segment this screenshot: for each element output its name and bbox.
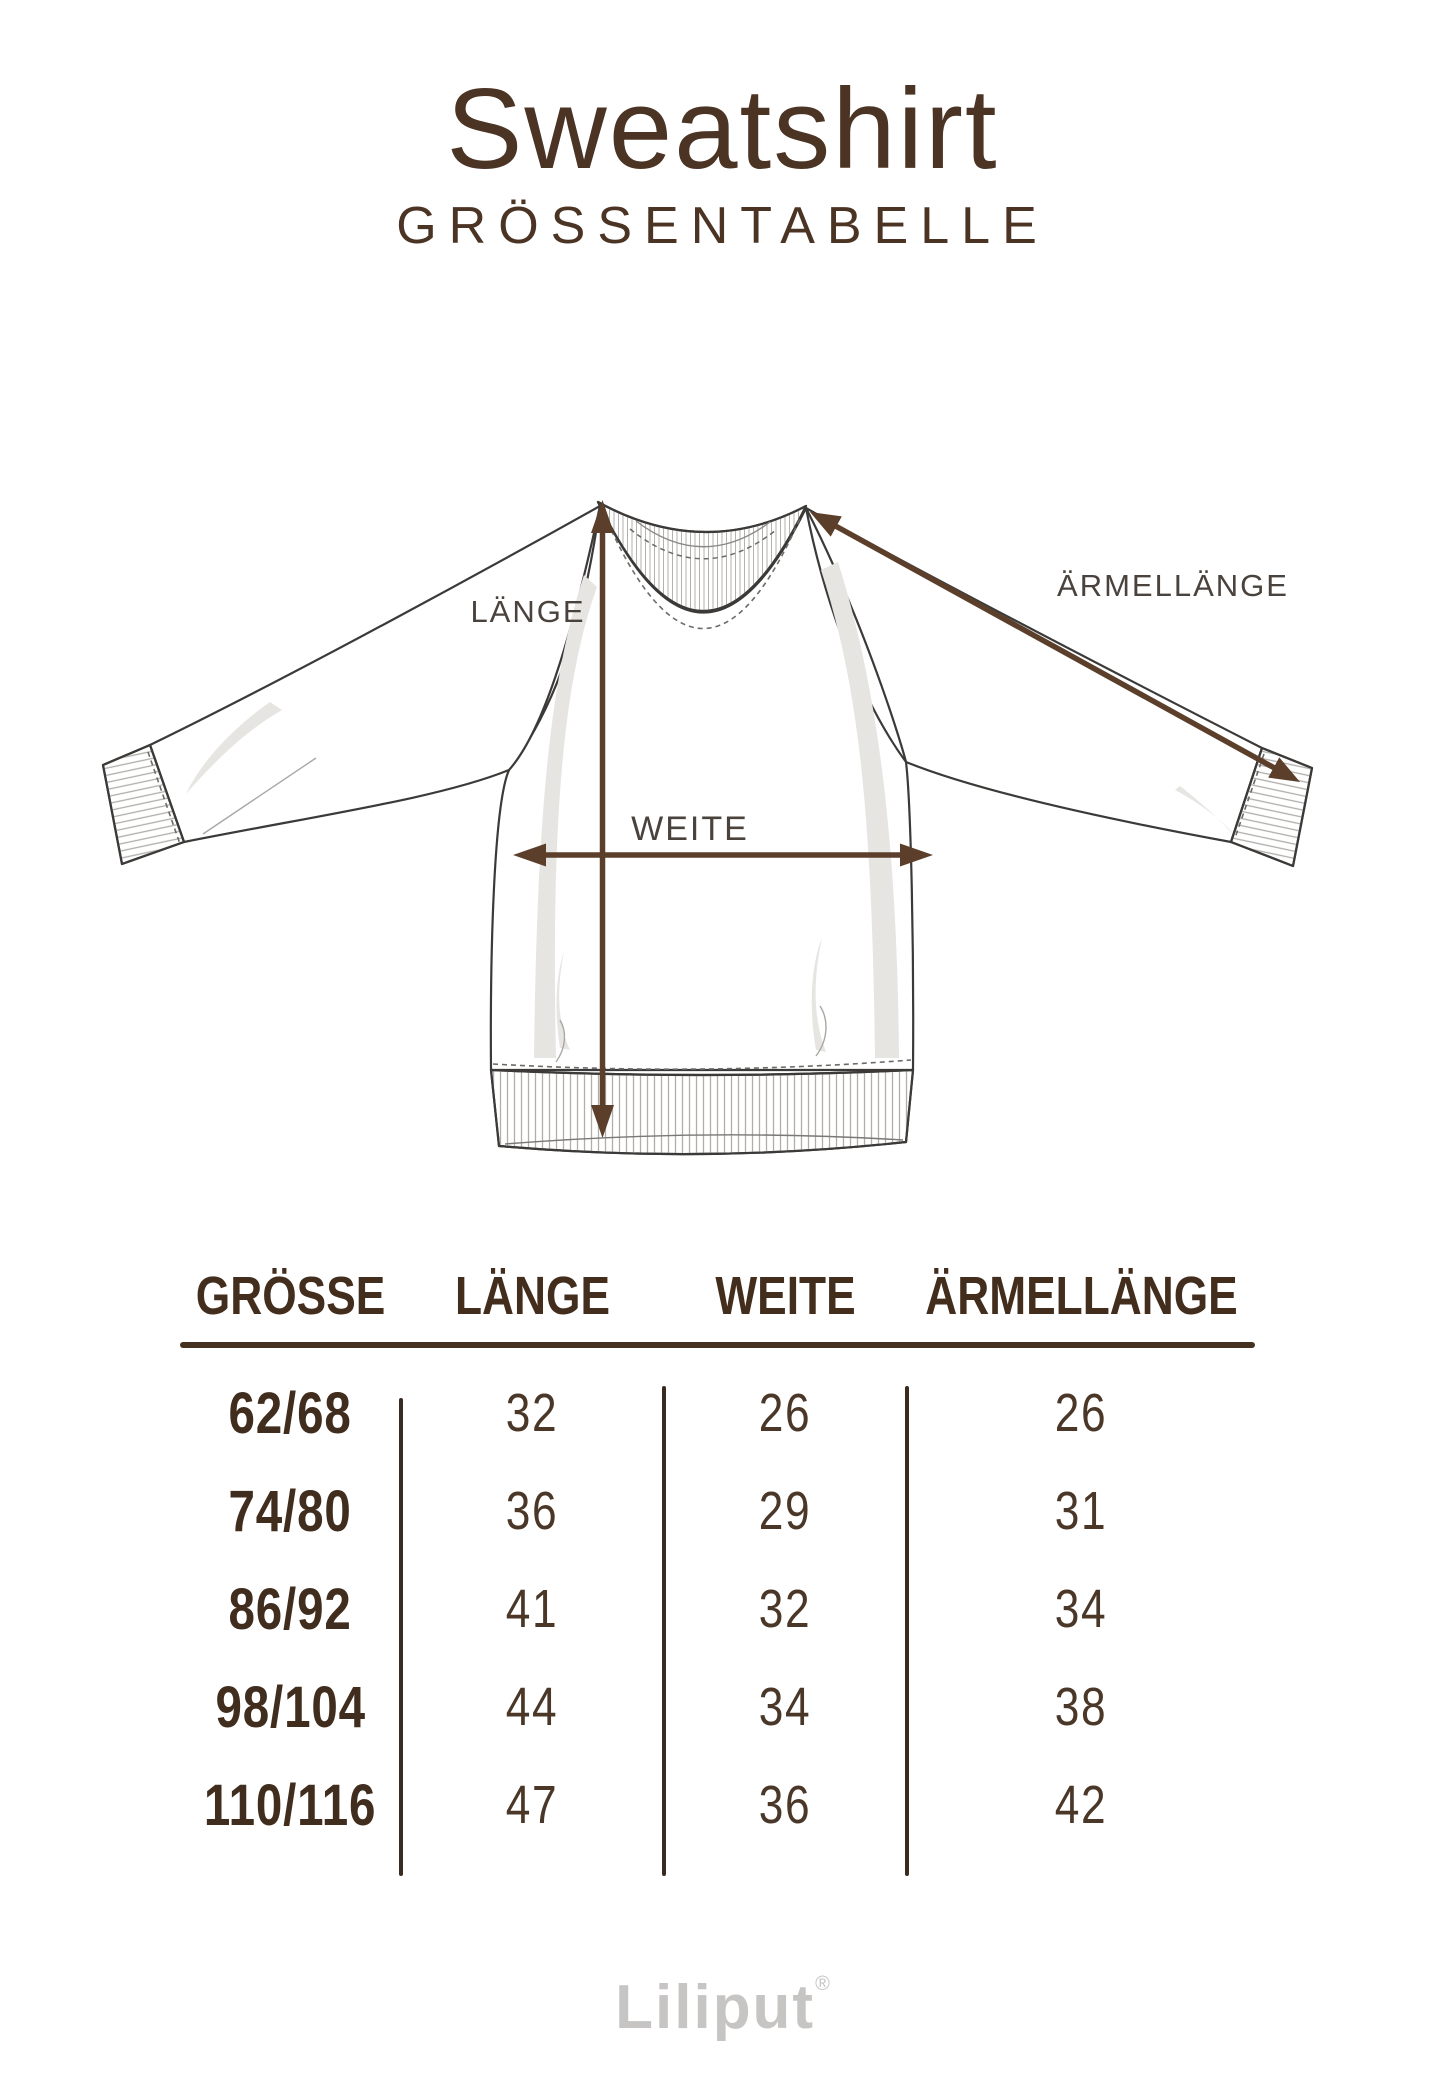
laenge-value: 47 <box>506 1775 559 1835</box>
weite-value: 26 <box>759 1383 812 1443</box>
size-label: 110/116 <box>204 1772 377 1838</box>
sweatshirt-diagram <box>0 430 1445 1210</box>
aermellaenge-value: 34 <box>1054 1579 1108 1639</box>
aermellaenge-value: 42 <box>1054 1775 1108 1835</box>
column-header-laenge: LÄNGE <box>455 1266 610 1326</box>
weite-label: WEITE <box>631 810 749 848</box>
laenge-value: 41 <box>506 1579 559 1639</box>
column-separator <box>905 1386 909 1876</box>
aermellaenge-label: ÄRMELLÄNGE <box>1057 568 1289 603</box>
weite-value: 34 <box>759 1677 812 1737</box>
page-subtitle: GRÖSSENTABELLE <box>396 197 1049 255</box>
table-header-row <box>180 1250 1255 1342</box>
column-separator <box>399 1398 403 1876</box>
weite-value: 36 <box>759 1775 812 1835</box>
size-label: 86/92 <box>228 1576 353 1642</box>
column-header-aermellaenge: ÄRMELLÄNGE <box>924 1266 1238 1326</box>
size-label: 98/104 <box>215 1674 366 1740</box>
laenge-label: LÄNGE <box>470 594 586 629</box>
brand-logo-text: Liliput <box>615 1973 816 2042</box>
size-label: 62/68 <box>228 1380 353 1446</box>
hem-band <box>491 1070 913 1154</box>
laenge-value: 44 <box>506 1677 559 1737</box>
size-table <box>180 1250 1255 1854</box>
laenge-value: 36 <box>506 1481 559 1541</box>
aermellaenge-value: 26 <box>1054 1383 1108 1443</box>
page-title: Sweatshirt <box>446 66 999 193</box>
size-label: 74/80 <box>228 1478 353 1544</box>
weite-value: 32 <box>759 1579 812 1639</box>
brand-logo <box>0 1972 1445 2043</box>
column-separator <box>662 1386 666 1876</box>
column-header-groesse: GRÖSSE <box>195 1266 386 1326</box>
registered-trademark-icon: ® <box>815 1973 830 1995</box>
table-body <box>180 1348 1255 1854</box>
aermellaenge-value: 31 <box>1054 1481 1108 1541</box>
laenge-value: 32 <box>506 1383 559 1443</box>
column-header-weite: WEITE <box>715 1266 856 1326</box>
aermellaenge-value: 38 <box>1054 1677 1108 1737</box>
weite-value: 29 <box>759 1481 812 1541</box>
